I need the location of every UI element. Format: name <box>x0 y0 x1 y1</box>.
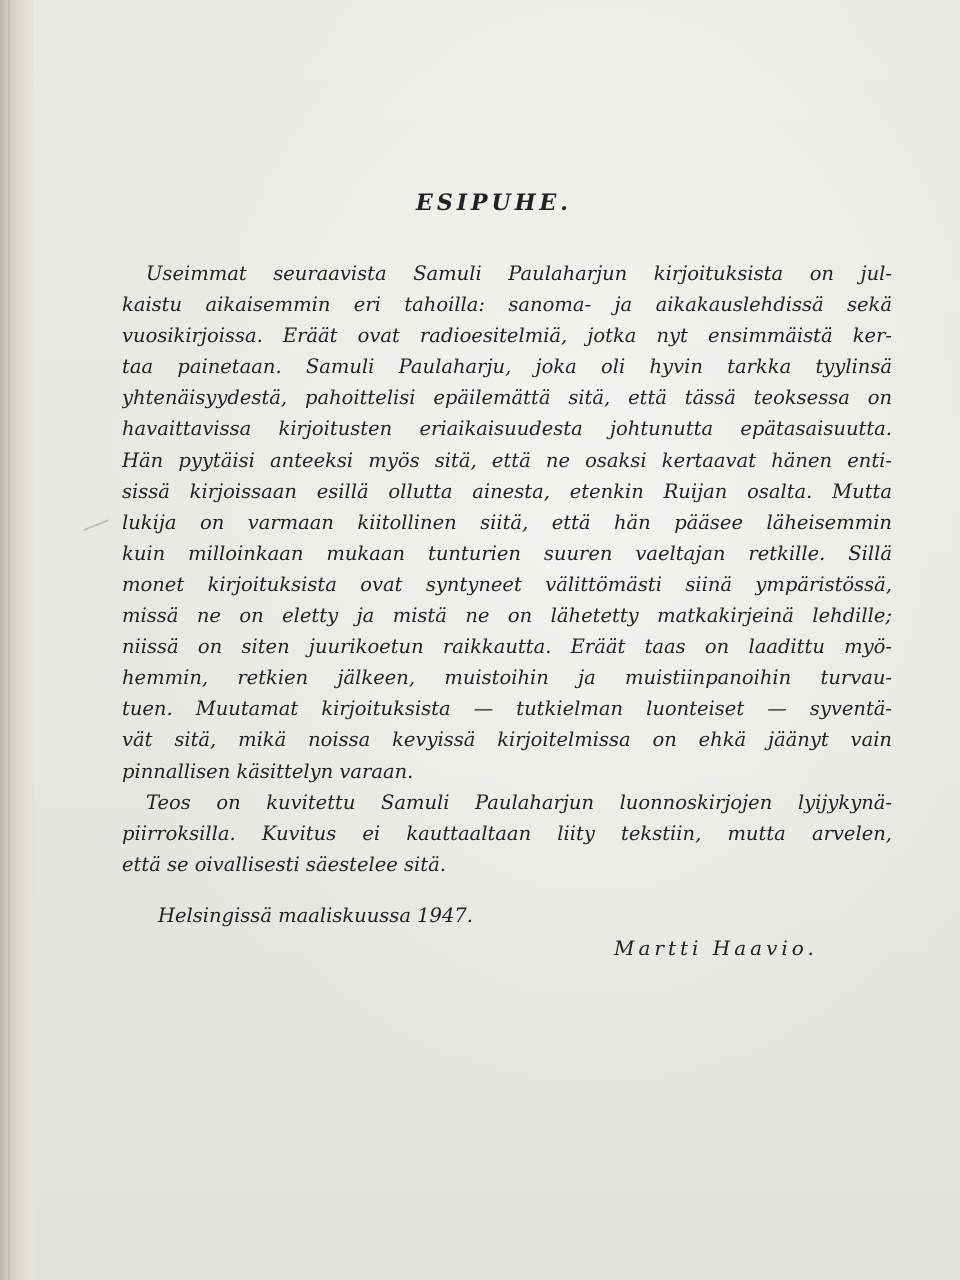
text-line: niissä on siten juurikoetun raikkautta. Eräät taas on laadittu myö- <box>122 635 892 659</box>
text-line: pinnallisen käsittelyn varaan. <box>122 759 414 783</box>
text-line: piirroksilla. Kuvitus ei kauttaaltaan liity tekstiin, mutta arvelen, <box>122 821 892 845</box>
text-line: Useimmat seuraavista Samuli Paulaharjun kirjoituksista on jul- <box>146 262 892 285</box>
text-line: tuen. Muutamat kirjoituksista — tutkielman luonteiset — syventä- <box>122 697 892 721</box>
text-line: kaistu aikaisemmin eri tahoilla: sanoma- ja aikakauslehdissä sekä <box>122 293 892 317</box>
signature: Martti Haavio. <box>614 936 818 960</box>
pencil-mark <box>84 519 109 531</box>
text-line: Teos on kuvitettu Samuli Paulaharjun luonnoskirjojen lyijykynä- <box>146 790 892 814</box>
text-line: havaittavissa kirjoitusten eriaikaisuudesta johtunutta epätasaisuutta. <box>122 417 892 441</box>
preface-title: ESIPUHE. <box>416 190 572 216</box>
text-line: yhtenäisyydestä, pahoittelisi epäilemättä sitä, että tässä teoksessa on <box>122 386 892 410</box>
text-line: sissä kirjoissaan esillä ollutta ainesta, etenkin Ruijan osalta. Mutta <box>122 479 892 503</box>
text-line: kuin milloinkaan mukaan tunturien suuren vaeltajan retkille. Sillä <box>122 541 892 565</box>
text-line: lukija on varmaan kiitollinen siitä, että hän pääsee läheisemmin <box>122 510 892 534</box>
text-line: vät sitä, mikä noissa kevyissä kirjoitelmissa on ehkä jäänyt vain <box>122 728 892 752</box>
text-line: Hän pyytäisi anteeksi myös sitä, että ne osaksi kertaavat hänen enti- <box>122 448 892 472</box>
text-line: vuosikirjoissa. Eräät ovat radioesitelmiä, jotka nyt ensimmäistä ker- <box>122 324 892 348</box>
text-line: monet kirjoituksista ovat syntyneet välittömästi siinä ympäristössä, <box>122 572 892 596</box>
text-line: että se oivallisesti säestelee sitä. <box>122 852 446 876</box>
text-line: taa painetaan. Samuli Paulaharju, joka oli hyvin tarkka tyylinsä <box>122 355 892 379</box>
preface-body <box>122 258 892 880</box>
text-line: missä ne on eletty ja mistä ne on lähetetty matkakirjeinä lehdille; <box>122 604 892 628</box>
text-line: hemmin, retkien jälkeen, muistoihin ja muistiinpanoihin turvau- <box>122 666 892 690</box>
place-date: Helsingissä maaliskuussa 1947. <box>158 904 473 927</box>
